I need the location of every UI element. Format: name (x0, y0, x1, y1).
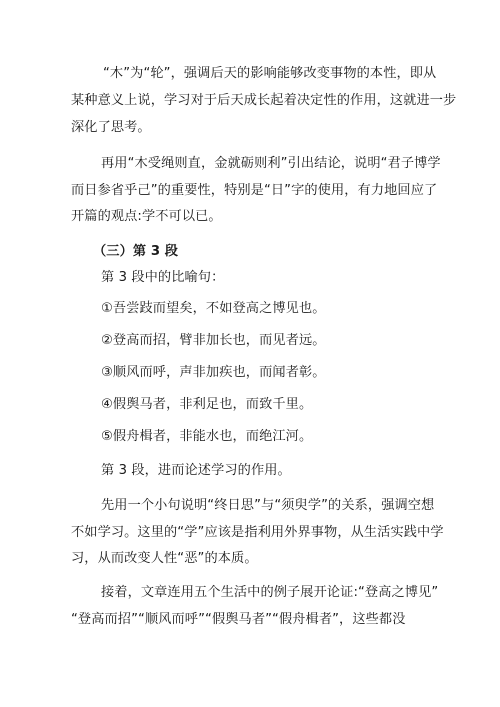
section-heading: （三）第 3 段 (93, 244, 179, 259)
paragraph-1-line-1: “木”为“轮”，强调后天的影响能够改变事物的本性，即从 (103, 66, 437, 81)
paragraph-2-line-3: 开篇的观点:学不可以已。 (71, 209, 222, 224)
metaphor-item-2: ②登高而招，臂非加长也，而见者远。 (101, 333, 326, 348)
paragraph-5-line-2: “登高而招”“顺风而呼”“假舆马者”“假舟楫者”，这些都没 (71, 612, 406, 627)
metaphor-item-1: ①吾尝跂而望矣，不如登高之博见也。 (101, 301, 326, 316)
metaphor-intro: 第 3 段中的比喻句： (101, 270, 225, 285)
metaphor-item-3: ③顺风而呼，声非加疾也，而闻者彰。 (101, 365, 326, 380)
paragraph-5-line-1: 接着，文章连用五个生活中的例子展开论证:“登高之博见” (101, 585, 439, 600)
paragraph-3: 第 3 段，进而论述学习的作用。 (101, 463, 291, 478)
paragraph-4-line-3: 习，从而改变人性“恶”的本质。 (71, 551, 258, 566)
paragraph-4-line-1: 先用一个小句说明“终日思”与“须臾学”的关系，强调空想 (101, 498, 435, 513)
paragraph-4-line-2: 不如学习。这里的“学”应该是指利用外界事物，从生活实践中学 (71, 525, 444, 540)
metaphor-item-5: ⑤假舟楫者，非能水也，而绝江河。 (101, 429, 313, 444)
paragraph-2-line-1: 再用“木受绳则直，金就砺则利”引出结论，说明“君子博学 (101, 156, 441, 171)
paragraph-2-line-2: 而日参省乎己”的重要性，特别是“日”字的使用，有力地回应了 (71, 183, 438, 198)
paragraph-1-line-2: 某种意义上说，学习对于后天成长起着决定性的作用，这就进一步 (71, 93, 457, 108)
paragraph-1-line-3: 深化了思考。 (71, 120, 151, 135)
metaphor-item-4: ④假舆马者，非利足也，而致千里。 (101, 397, 313, 412)
